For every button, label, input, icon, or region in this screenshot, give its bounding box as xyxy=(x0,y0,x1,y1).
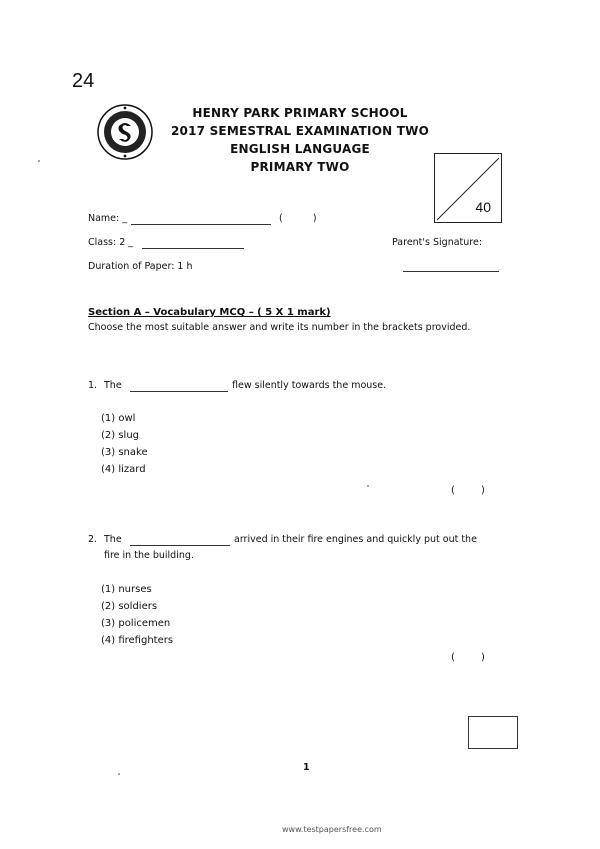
exam-title: 2017 SEMESTRAL EXAMINATION TWO xyxy=(171,124,429,138)
option: (4) lizard xyxy=(101,464,146,475)
score-box xyxy=(434,153,502,223)
option: (3) policemen xyxy=(101,618,171,629)
name-line[interactable] xyxy=(131,224,271,225)
level-title: PRIMARY TWO xyxy=(250,160,350,174)
question-text-end: flew silently towards the mouse. xyxy=(232,380,387,391)
section-a-title: Section A – Vocabulary MCQ – ( 5 X 1 mark) xyxy=(88,307,331,318)
school-name: HENRY PARK PRIMARY SCHOOL xyxy=(192,106,408,120)
name-label: Name: _ xyxy=(88,213,127,224)
section-a-instructions: Choose the most suitable answer and write its number in the brackets provided. xyxy=(88,322,471,333)
answer-bracket[interactable]: ( ) xyxy=(451,652,486,663)
scan-speck xyxy=(38,160,40,162)
option: (3) snake xyxy=(101,447,148,458)
school-logo xyxy=(97,104,153,160)
page-score-box[interactable] xyxy=(468,716,518,749)
answer-bracket[interactable]: ( ) xyxy=(451,485,486,496)
scan-speck xyxy=(367,485,369,487)
option: (2) soldiers xyxy=(101,601,158,612)
scan-speck xyxy=(118,773,120,775)
answer-blank[interactable] xyxy=(130,545,230,546)
parent-signature-label: Parent's Signature: xyxy=(392,237,483,248)
question-text-start: The xyxy=(104,380,122,391)
footer-url: www.testpapersfree.com xyxy=(282,825,382,834)
paper-number: 24 xyxy=(72,70,95,92)
question-text-continuation: fire in the building. xyxy=(104,550,194,561)
option: (4) firefighters xyxy=(101,635,174,646)
question-text-end: arrived in their fire engines and quickly put out the xyxy=(234,534,477,545)
score-total: 40 xyxy=(475,199,491,215)
class-line[interactable] xyxy=(142,248,244,249)
question-number: 2. xyxy=(88,534,98,545)
option: (1) owl xyxy=(101,413,136,424)
question-number: 1. xyxy=(88,380,98,391)
subject-title: ENGLISH LANGUAGE xyxy=(230,142,370,156)
option: (2) slug xyxy=(101,430,140,441)
parent-signature-line[interactable] xyxy=(403,271,499,272)
question-text-start: The xyxy=(104,534,122,545)
answer-blank[interactable] xyxy=(130,391,228,392)
register-number-bracket: ( ) xyxy=(279,213,317,224)
class-label: Class: 2 _ xyxy=(88,237,134,248)
page-number: 1 xyxy=(303,762,310,773)
option: (1) nurses xyxy=(101,584,152,595)
duration-text: Duration of Paper: 1 h xyxy=(88,261,193,272)
